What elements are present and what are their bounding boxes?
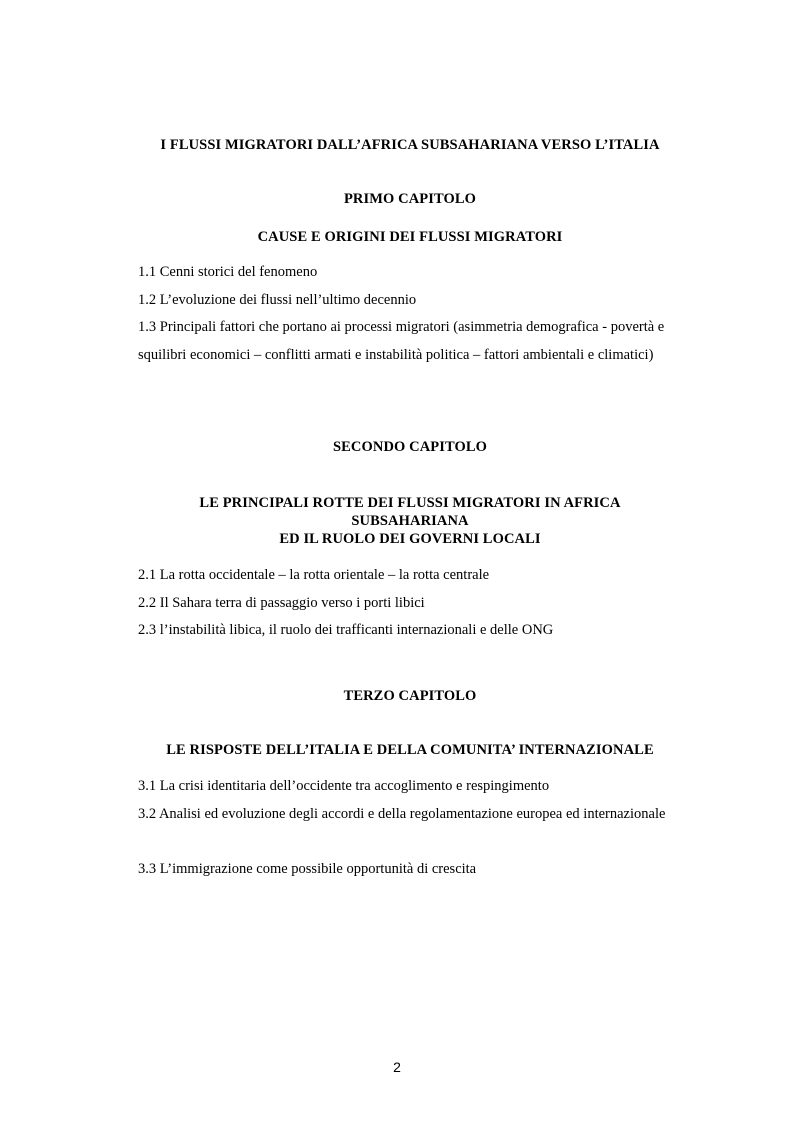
page-number: 2 xyxy=(393,1059,401,1075)
chapter-3-title: LE RISPOSTE DELL’ITALIA E DELLA COMUNITA’ INTERNAZIONALE xyxy=(166,742,654,758)
section-3-2: 3.2 Analisi ed evoluzione degli accordi e della regolamentazione europea ed internazionale xyxy=(138,806,666,822)
section-3-1: 3.1 La crisi identitaria dell’occidente tra accoglimento e respingimento xyxy=(138,778,550,794)
section-2-3: 2.3 l’instabilità libica, il ruolo dei trafficanti internazionali e delle ONG xyxy=(138,622,554,638)
section-2-2: 2.2 Il Sahara terra di passaggio verso i porti libici xyxy=(138,595,425,611)
section-3-3: 3.3 L’immigrazione come possibile opportunità di crescita xyxy=(138,861,477,877)
chapter-2-title-line-3: ED IL RUOLO DEI GOVERNI LOCALI xyxy=(279,531,541,547)
section-1-2: 1.2 L’evoluzione dei flussi nell’ultimo decennio xyxy=(138,292,417,308)
chapter-1-title: CAUSE E ORIGINI DEI FLUSSI MIGRATORI xyxy=(257,229,563,245)
section-2-1: 2.1 La rotta occidentale – la rotta orientale – la rotta centrale xyxy=(138,567,490,583)
chapter-3-label: TERZO CAPITOLO xyxy=(343,688,477,704)
main-title: I FLUSSI MIGRATORI DALL’AFRICA SUBSAHARIANA VERSO L’ITALIA xyxy=(160,137,660,153)
chapter-2-title-line-1: LE PRINCIPALI ROTTE DEI FLUSSI MIGRATORI IN AFRICA xyxy=(199,495,621,511)
section-1-3: 1.3 Principali fattori che portano ai processi migratori (asimmetria demografica - povertà e squilibri economici – conflitti armati e instabilità politica – fattori ambientali e climatici) xyxy=(138,319,665,363)
section-1-1: 1.1 Cenni storici del fenomeno xyxy=(138,264,318,280)
chapter-2-label: SECONDO CAPITOLO xyxy=(332,439,487,455)
chapter-1-label: PRIMO CAPITOLO xyxy=(343,191,477,207)
chapter-2-title-line-2: SUBSAHARIANA xyxy=(351,513,469,529)
